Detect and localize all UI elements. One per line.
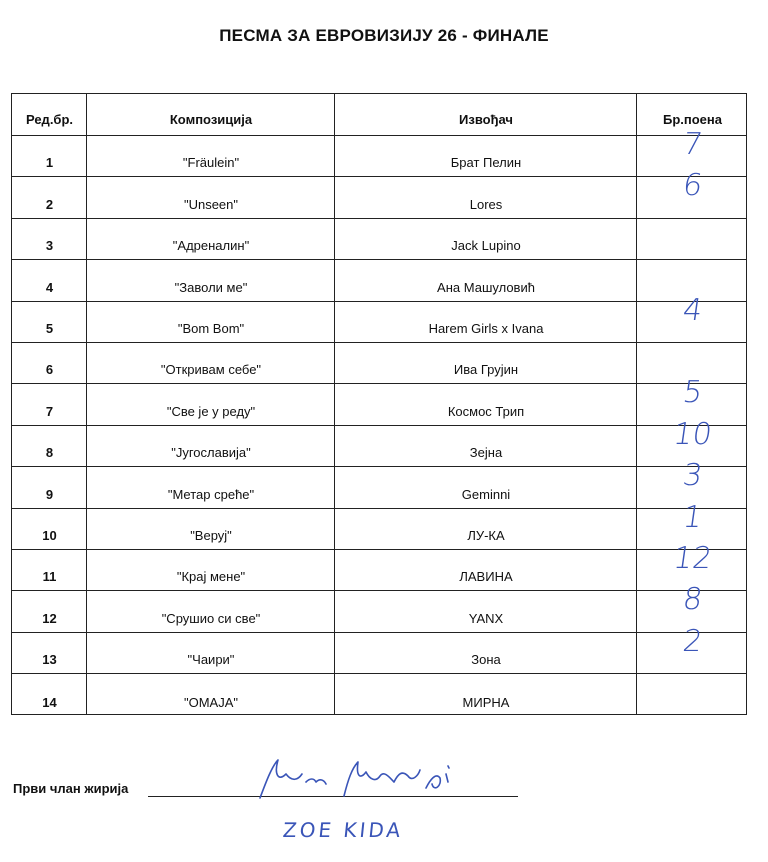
row-number: 11 — [42, 569, 57, 585]
signature-name: ZOE KIDA — [281, 818, 405, 842]
row-number: 14 — [42, 694, 57, 710]
song-title: "ОМАЈА" — [183, 694, 238, 710]
artist-name: Harem Girls x Ivana — [428, 320, 544, 336]
artist-name: YANX — [468, 610, 504, 626]
artist-name: ЛУ-КА — [467, 527, 505, 543]
column-divider — [86, 94, 87, 714]
song-title: "Крај мене" — [176, 569, 246, 585]
points-value: 6 — [680, 168, 705, 204]
signature-scribble — [248, 752, 468, 802]
points-value: 3 — [680, 458, 705, 494]
song-title: "Веруј" — [190, 527, 232, 543]
column-divider — [636, 94, 637, 714]
row-number: 4 — [45, 279, 54, 295]
artist-name: Ана Машуловић — [437, 279, 535, 295]
row-number: 9 — [45, 486, 54, 502]
page-title: ПЕСМА ЗА ЕВРОВИЗИЈУ 26 - ФИНАЛЕ — [219, 26, 549, 45]
points-value: 7 — [680, 127, 705, 162]
column-divider — [334, 94, 335, 714]
song-title: "Заволи ме" — [174, 279, 248, 295]
row-number: 5 — [45, 320, 54, 336]
artist-name: Ива Грујин — [453, 362, 519, 378]
song-title: "Fräulein" — [182, 155, 240, 171]
row-number: 13 — [42, 652, 57, 668]
points-value: 4 — [680, 292, 705, 328]
song-title: "Метар среће" — [167, 486, 255, 502]
song-title: "Југославија" — [171, 445, 251, 461]
row-number: 1 — [45, 155, 54, 171]
points-value: 12 — [671, 541, 715, 576]
header-num: Ред.бр. — [25, 112, 74, 127]
row-number: 6 — [45, 362, 54, 378]
points-value: 5 — [680, 375, 705, 411]
row-number: 8 — [45, 445, 54, 461]
points-value: 2 — [680, 623, 705, 659]
song-title: "Unseen" — [183, 196, 239, 212]
artist-name: Космос Трип — [447, 403, 525, 419]
row-number: 2 — [45, 196, 54, 212]
artist-name: Зона — [471, 652, 501, 668]
row-number: 7 — [45, 403, 54, 419]
song-title: "Срушио си све" — [161, 610, 261, 626]
artist-name: Jack Lupino — [451, 238, 521, 254]
signature-label: Први члан жирија — [13, 781, 129, 796]
song-title: "Откривам себе" — [160, 362, 262, 378]
row-number: 12 — [42, 610, 57, 626]
jury-table — [11, 93, 747, 715]
artist-name: Зејна — [469, 445, 503, 461]
artist-name: ЛАВИНА — [459, 569, 513, 585]
artist-name: Geminni — [461, 486, 511, 502]
points-value: 1 — [680, 499, 705, 535]
header-artist: Извођач — [459, 112, 513, 127]
header-points: Бр.поена — [662, 112, 722, 127]
row-number: 10 — [42, 527, 57, 543]
song-title: "Адреналин" — [172, 238, 250, 254]
artist-name: Lores — [469, 196, 503, 212]
song-title: "Bom Bom" — [177, 320, 245, 336]
artist-name: Брат Пелин — [450, 155, 522, 171]
points-value: 8 — [680, 582, 705, 618]
artist-name: МИРНА — [462, 694, 510, 710]
song-title: "Чаири" — [187, 652, 235, 668]
points-value: 10 — [671, 416, 715, 452]
song-title: "Све је у реду" — [166, 403, 256, 419]
header-song: Композиција — [169, 112, 253, 127]
row-number: 3 — [45, 238, 54, 254]
